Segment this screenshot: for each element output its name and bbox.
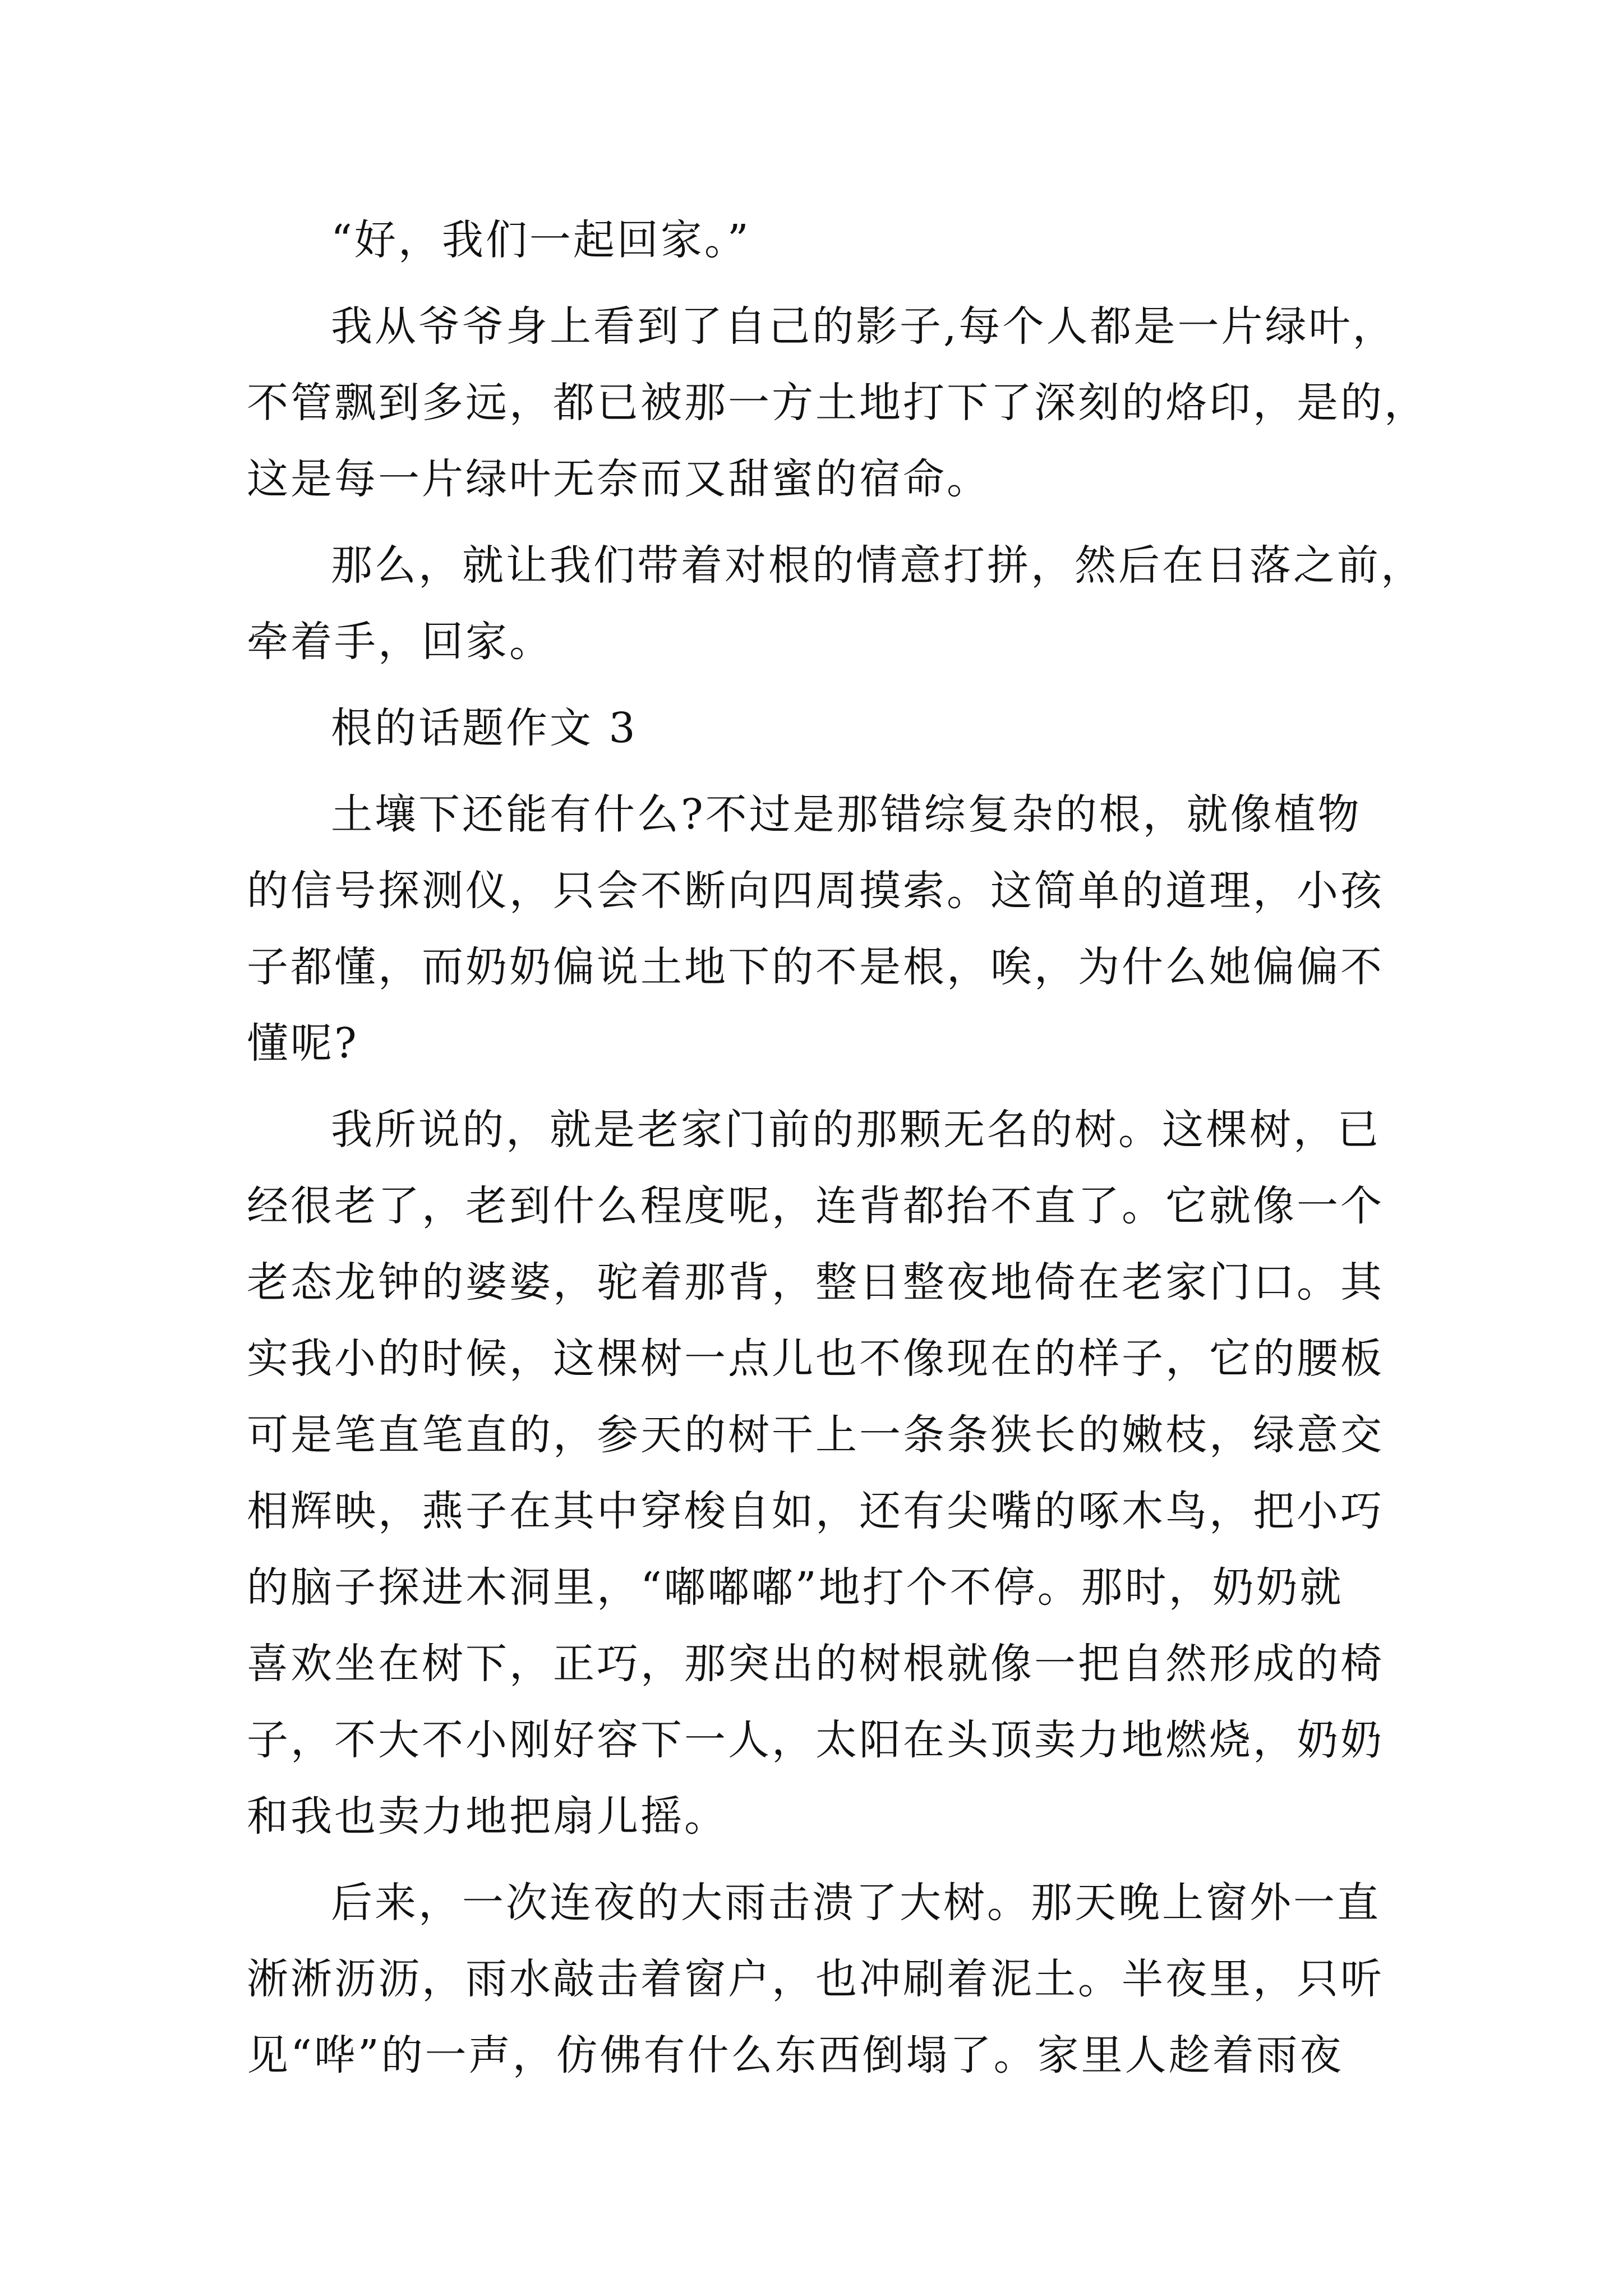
section-heading — [247, 690, 1391, 766]
paragraph-tree — [247, 1092, 1391, 1855]
text-line: 子，不大不小刚好容下一人，太阳在头顶卖力地燃烧，奶奶 — [247, 1716, 1384, 1764]
paragraph-storm — [247, 1865, 1391, 2093]
text-line: 这是每一片绿叶无奈而又甜蜜的宿命。 — [247, 455, 990, 503]
section-title: 根的话题作文 3 — [331, 704, 638, 752]
paragraph-soil — [247, 776, 1391, 1082]
text-line: 见“哗”的一声，仿佛有什么东西倒塌了。家里人趁着雨夜 — [247, 2031, 1344, 2079]
text-line: 的信号探测仪，只会不断向四周摸索。这简单的道理，小孩 — [247, 867, 1384, 915]
text-line: 和我也卖力地把扇儿摇。 — [247, 1792, 728, 1841]
text-line: 我所说的，就是老家门前的那颗无名的树。这棵树，已 — [331, 1106, 1381, 1154]
text-line: 土壤下还能有什么?不过是那错综复杂的根，就像植物 — [331, 790, 1362, 839]
text-line: 淅淅沥沥，雨水敲击着窗户，也冲刷着泥土。半夜里，只听 — [247, 1955, 1384, 2003]
text-line: 喜欢坐在树下，正巧，那突出的树根就像一把自然形成的椅 — [247, 1640, 1384, 1688]
text-line: 我从爷爷身上看到了自己的影子,每个人都是一片绿叶， — [331, 302, 1396, 351]
text-line: 牵着手，回家。 — [247, 618, 553, 666]
text-line: 后来，一次连夜的大雨击溃了大树。那天晚上窗外一直 — [331, 1879, 1381, 1927]
text-line: 相辉映，燕子在其中穿梭自如，还有尖嘴的啄木鸟，把小巧 — [247, 1487, 1384, 1535]
paragraph-reflection — [247, 288, 1428, 517]
text-line: 实我小的时候，这棵树一点儿也不像现在的样子，它的腰板 — [247, 1335, 1384, 1383]
text-line: 懂呢? — [247, 1019, 359, 1068]
text-line: 那么，就让我们带着对根的情意打拼，然后在日落之前， — [331, 541, 1424, 590]
paragraph-conclusion — [247, 527, 1424, 680]
text-line: 经很老了，老到什么程度呢，连背都抬不直了。它就像一个 — [247, 1182, 1384, 1230]
paragraph-dialogue — [247, 202, 1391, 278]
document-body — [247, 202, 1428, 2093]
text-line: 不管飘到多远，都已被那一方土地打下了深刻的烙印，是的， — [247, 379, 1428, 427]
text-line: 可是笔直笔直的，参天的树干上一条条狭长的嫩枝，绿意交 — [247, 1411, 1384, 1459]
text-line: “好，我们一起回家。” — [331, 216, 751, 264]
text-line: 子都懂，而奶奶偏说土地下的不是根，唉，为什么她偏偏不 — [247, 943, 1384, 991]
text-line: 老态龙钟的婆婆，驼着那背，整日整夜地倚在老家门口。其 — [247, 1258, 1384, 1306]
text-line: 的脑子探进木洞里，“嘟嘟嘟”地打个不停。那时，奶奶就 — [247, 1563, 1344, 1612]
